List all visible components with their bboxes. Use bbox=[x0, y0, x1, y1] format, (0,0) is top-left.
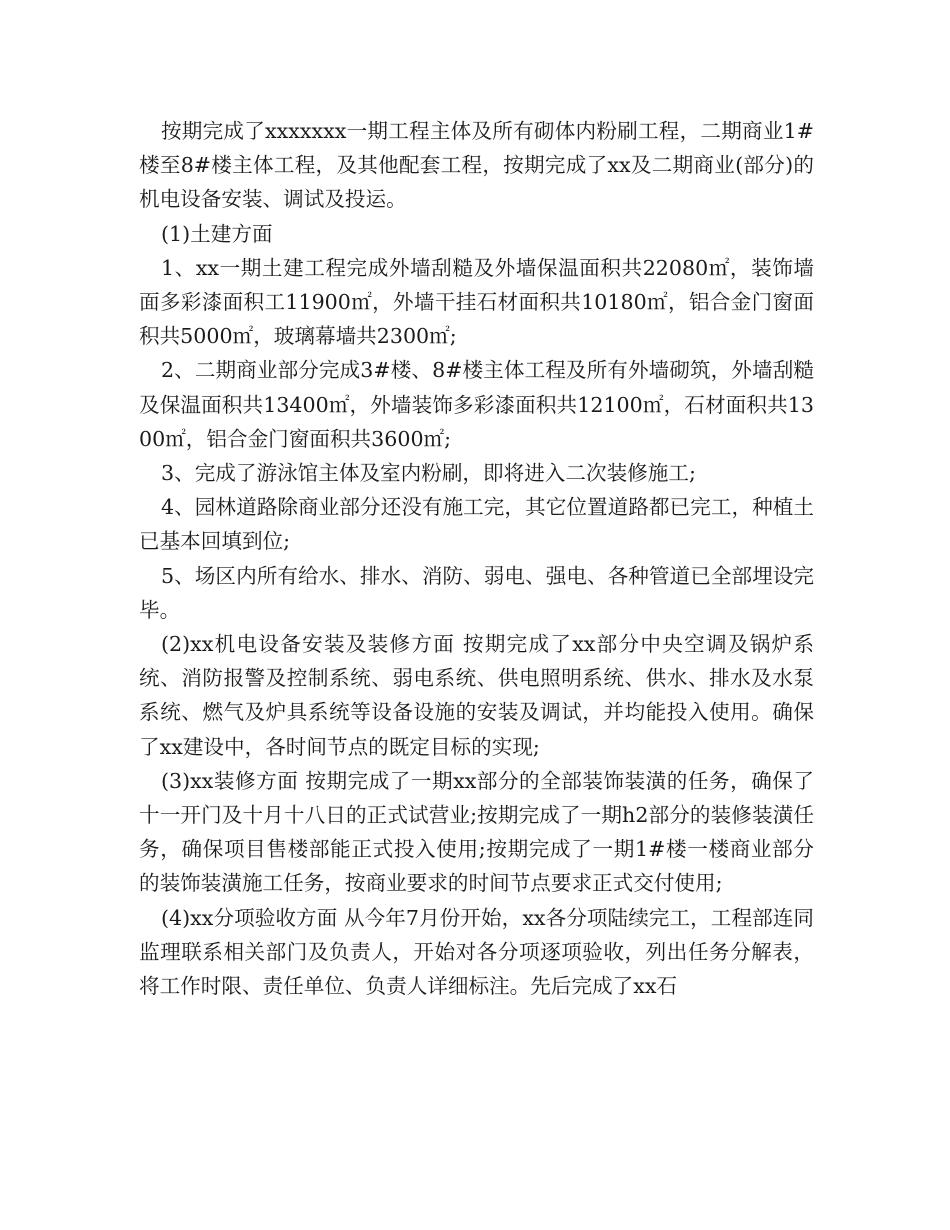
section-acceptance: (4)xx分项验收方面 从今年7月份开始，xx各分项陆续完工，工程部连同监理联系相关部门及负责人，开始对各分项逐项验收，列出任务分解表，将工作时限、责任单位、负责人详细标注。先后完成了xx石 bbox=[139, 905, 814, 999]
section-heading-civil: (1)土建方面 bbox=[161, 221, 273, 246]
list-item-1: 1、xx一期土建工程完成外墙刮糙及外墙保温面积共22080㎡，装饰墙面多彩漆面积工11900㎡，外墙干挂石材面积共10180㎡，铝合金门窗面积共5000㎡，玻璃幕墙共2300㎡; bbox=[139, 255, 814, 349]
section-mep-installation: (2)xx机电设备安装及装修方面 按期完成了xx部分中央空调及锅炉系统、消防报警及控制系统、弱电系统、供电照明系统、供水、排水及水泵系统、燃气及炉具系统等设备设施的安装及调试，并均能投入使用。确保了xx建设中，各时间节点的既定目标的实现; bbox=[139, 632, 814, 759]
document-body bbox=[139, 114, 814, 1003]
list-item-5: 5、场区内所有给水、排水、消防、弱电、强电、各种管道已全部埋设完毕。 bbox=[139, 563, 814, 622]
list-item-3: 3、完成了游泳馆主体及室内粉刷，即将进入二次装修施工; bbox=[161, 461, 696, 486]
section-decoration: (3)xx装修方面 按期完成了一期xx部分的全部装饰装潢的任务，确保了十一开门及十月十八日的正式试营业;按期完成了一期h2部分的装修装潢任务，确保项目售楼部能正式投入使用;按期完成了一期1#楼一楼商业部分的装饰装潢施工任务，按商业要求的时间节点要求正式交付使用; bbox=[139, 768, 814, 896]
list-item-4: 4、园林道路除商业部分还没有施工完，其它位置道路都已完工，种植土已基本回填到位; bbox=[139, 495, 814, 554]
paragraph-intro: 按期完成了xxxxxxx一期工程主体及所有砌体内粉刷工程，二期商业1#楼至8#楼主体工程，及其他配套工程，按期完成了xx及二期商业(部分)的机电设备安装、调试及投运。 bbox=[139, 119, 814, 212]
list-item-2: 2、二期商业部分完成3#楼、8#楼主体工程及所有外墙砌筑，外墙刮糙及保温面积共13400㎡，外墙装饰多彩漆面积共12100㎡，石材面积共1300㎡，铝合金门窗面积共3600㎡; bbox=[139, 358, 814, 451]
